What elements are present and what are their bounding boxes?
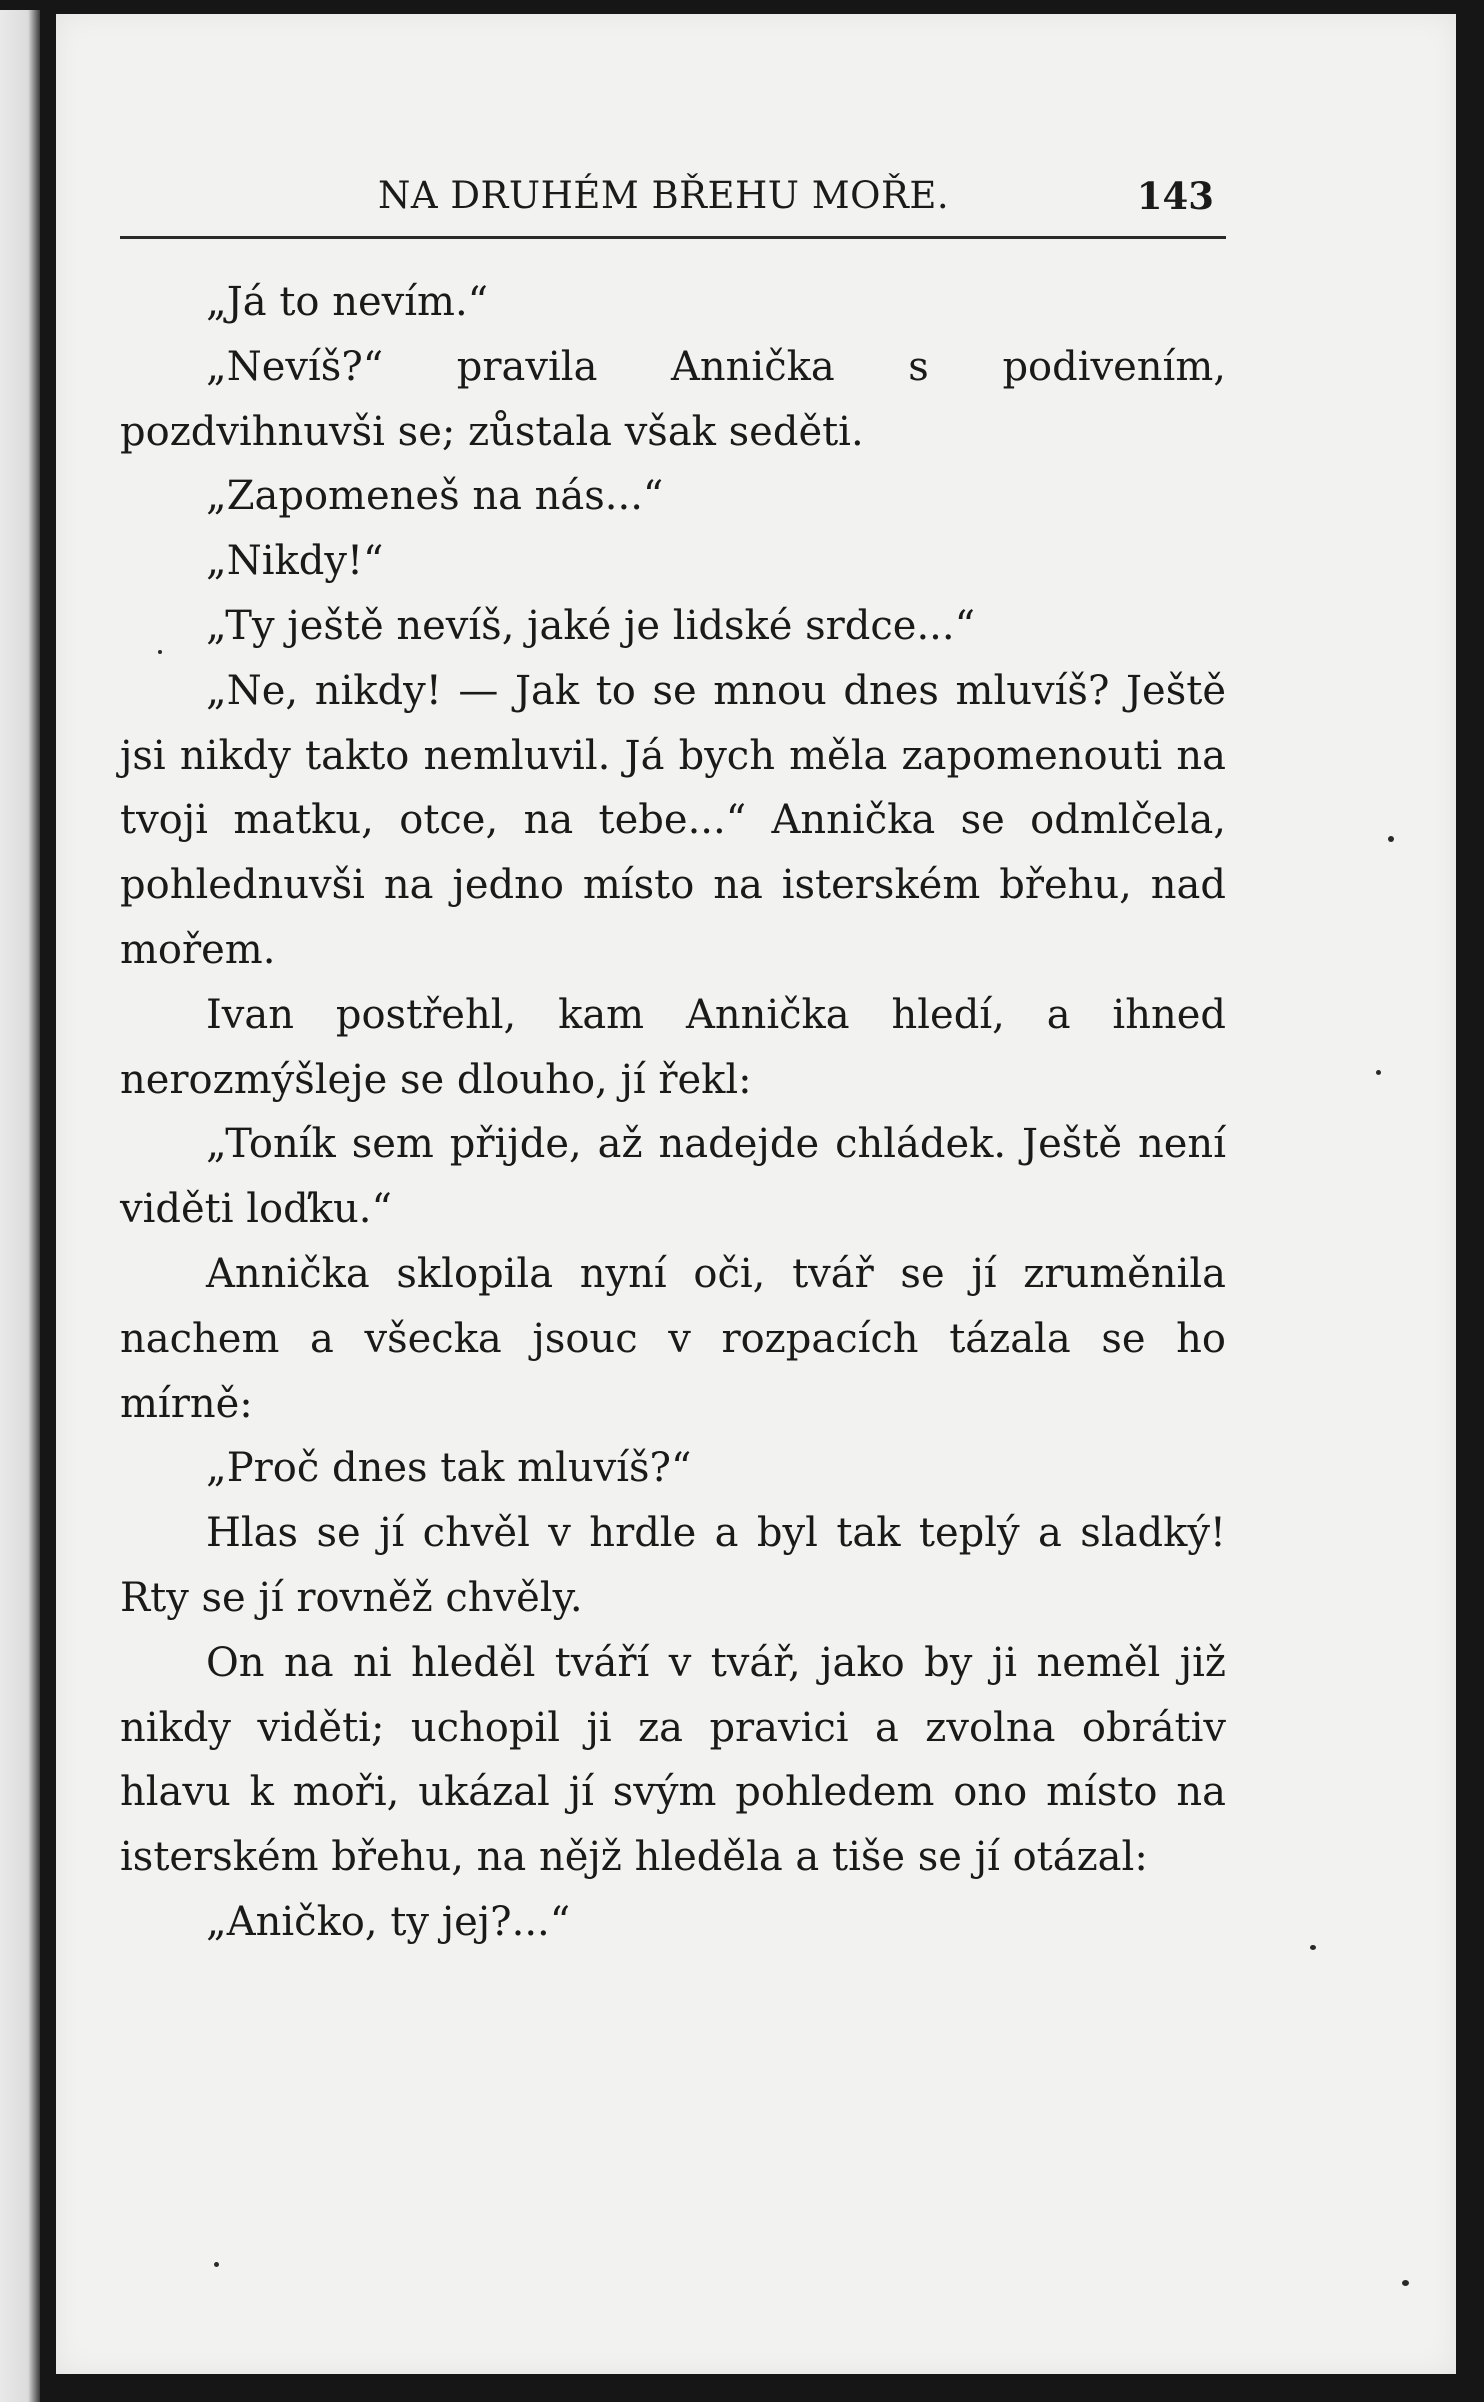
paragraph: On na ni hleděl tváří v tvář, jako by ji neměl již nikdy viděti; uchopil ji za pravici a zvolna obrátiv hlavu k moři, ukázal jí svým pohledem ono místo na isterském břehu, na nějž hleděla a tiše se jí otázal: [120, 1639, 1226, 1881]
paper-speck [1388, 836, 1394, 842]
paragraph: „Zapomeneš na nás...“ [206, 473, 664, 520]
previous-page-edge [0, 10, 40, 2402]
page-header [120, 158, 1226, 239]
paragraph: „Proč dnes tak mluvíš?“ [206, 1445, 692, 1492]
paper-speck [158, 650, 162, 654]
body-text [120, 270, 1226, 1955]
paper-speck [214, 2262, 219, 2267]
paragraph: Annička sklopila nyní oči, tvář se jí zruměnila nachem a všecka jsouc v rozpacích tázala se ho mírně: [120, 1250, 1226, 1427]
page-number: 143 [1136, 174, 1214, 218]
paper-speck [1376, 1070, 1381, 1075]
running-title: NA DRUHÉM BŘEHU MOŘE. [378, 174, 950, 217]
paragraph: „Já to nevím.“ [206, 279, 489, 325]
paper-speck [1402, 2280, 1409, 2286]
paragraph: Hlas se jí chvěl v hrdle a byl tak teplý a sladký! Rty se jí rovněž chvěly. [120, 1510, 1226, 1621]
paragraph: „Ty ještě nevíš, jaké je lidské srdce...“ [206, 602, 976, 649]
paragraph: „Nikdy!“ [206, 538, 384, 585]
paragraph: „Aničko, ty jej?...“ [206, 1898, 571, 1945]
paragraph: „Ne, nikdy! — Jak to se mnou dnes mluvíš? Ještě jsi nikdy takto nemluvil. Já bych měla zapomenouti na tvoji matku, otce, na tebe...“ Annička se odmlčela, pohlednuvši na jedno místo na isterském břehu, nad mořem. [120, 667, 1226, 973]
paragraph: „Nevíš?“ pravila Annička s podivením, pozdvihnuvši se; zůstala však seděti. [120, 343, 1226, 455]
paper-speck [1310, 1945, 1316, 1950]
paragraph: Ivan postřehl, kam Annička hledí, a ihned nerozmýšleje se dlouho, jí řekl: [120, 991, 1226, 1103]
paragraph: „Toník sem přijde, až nadejde chládek. Ještě není viděti loďku.“ [120, 1121, 1226, 1233]
